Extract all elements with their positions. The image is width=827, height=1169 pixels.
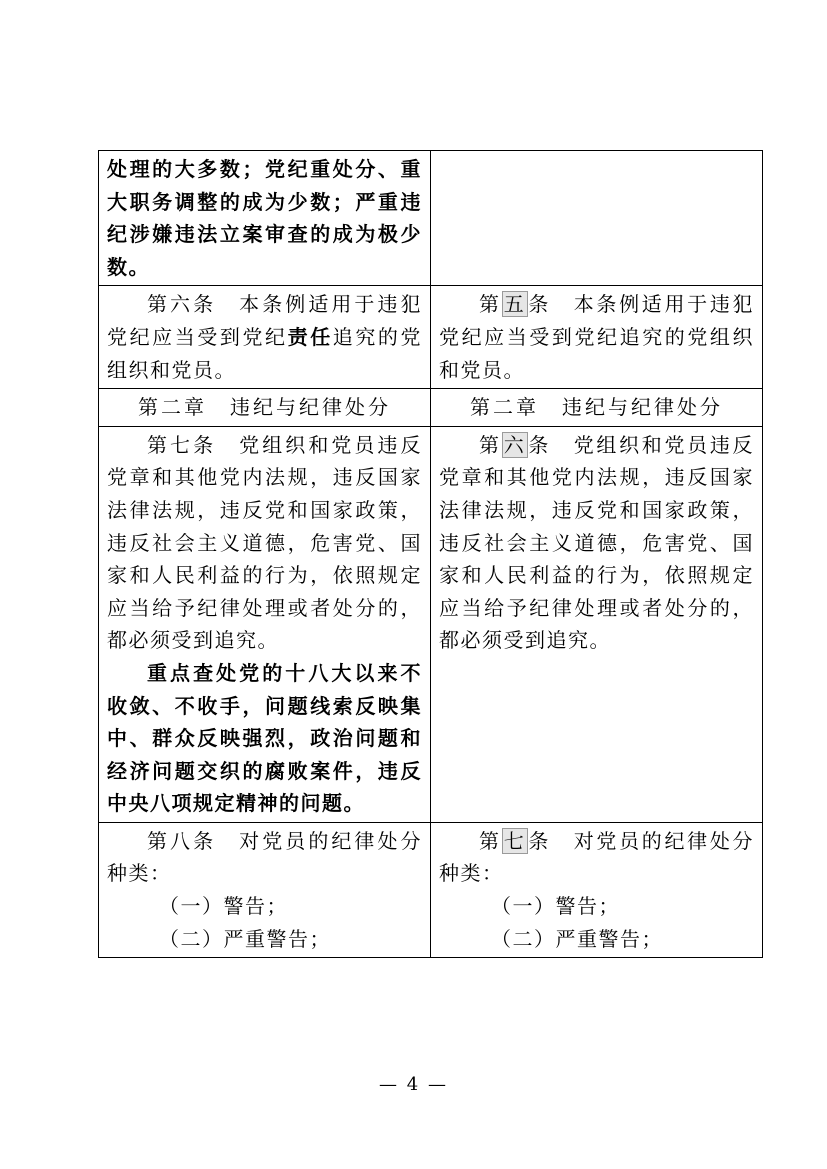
- article-6-old: [439, 429, 754, 657]
- article-label: 条: [528, 828, 552, 853]
- list-item: （一）警告；: [491, 894, 620, 919]
- article-body: 本条例适用于违犯党纪应当受到党纪追究的党组织和党员。: [439, 292, 755, 382]
- article-body: 党组织和党员违反党章和其他党内法规，违反国家法律法规，违反党和国家政策，违反社会主义道德，危害党、国家和人民利益的行为，依照规定应当给予纪律处理或者处分的，都必须受到追究。: [107, 432, 423, 653]
- right-cell-empty: [431, 151, 763, 286]
- article-label: 第: [479, 828, 502, 853]
- article-label: 第: [479, 432, 502, 457]
- article-body: 对党员的纪律处分种类：: [107, 828, 423, 886]
- article-label: 条: [528, 292, 552, 317]
- left-cell: [99, 286, 431, 389]
- table-row: [99, 426, 763, 822]
- table-row: [99, 389, 763, 427]
- highlighted-number: 六: [503, 432, 527, 457]
- highlighted-number: 七: [503, 828, 527, 853]
- article-5-old: [439, 288, 754, 386]
- article-body: 追究的党组织和党员。: [107, 324, 423, 382]
- page-number: — 4 —: [379, 1074, 448, 1095]
- added-paragraph: 重点查处党的十八大以来不收敛、不收手，问题线索反映集中、群众反映强烈，政治问题和经济问题交织的腐败案件，违反中央八项规定精神的问题。: [107, 660, 422, 816]
- chapter-heading: 第二章 违纪与纪律处分: [470, 395, 723, 420]
- article-label: 第八条: [147, 828, 217, 853]
- article-8-new: [107, 825, 422, 890]
- left-cell: [99, 426, 431, 822]
- chapter-heading-left: [99, 389, 431, 427]
- list-item: （一）警告；: [159, 894, 288, 919]
- left-cell: [99, 151, 431, 286]
- chapter-heading: 第二章 违纪与纪律处分: [138, 395, 391, 420]
- list-item: （二）严重警告；: [491, 926, 663, 951]
- article-label: 条: [528, 432, 552, 457]
- table-row: [99, 286, 763, 389]
- continuation-text: 处理的大多数；党纪重处分、重大职务调整的成为少数；严重违纪涉嫌违法立案审查的成为极少数。: [107, 157, 422, 279]
- article-6-new: [107, 288, 422, 386]
- article-body: 党组织和党员违反党章和其他党内法规，违反国家法律法规，违反党和国家政策，违反社会主义道德，危害党、国家和人民利益的行为，依照规定应当给予纪律处理或者处分的，都必须受到追究。: [439, 432, 755, 653]
- article-label: 第六条: [147, 292, 217, 317]
- highlighted-number: 五: [503, 292, 527, 317]
- article-label: 第七条: [147, 432, 217, 457]
- added-text: 责任: [287, 324, 333, 349]
- article-label: 第: [479, 292, 502, 317]
- table-row: [99, 151, 763, 286]
- article-7-new: [107, 429, 422, 657]
- article-body: 对党员的纪律处分种类：: [439, 828, 755, 886]
- list-item: （二）严重警告；: [159, 926, 331, 951]
- left-cell: [99, 822, 431, 957]
- table-row: [99, 822, 763, 957]
- chapter-heading-right: [431, 389, 763, 427]
- right-cell: [431, 822, 763, 957]
- right-cell: [431, 426, 763, 822]
- comparison-table: [98, 150, 763, 958]
- article-body: 本条例适用于违犯党纪应当受到党纪: [107, 292, 423, 349]
- article-7-old: [439, 825, 754, 890]
- right-cell: [431, 286, 763, 389]
